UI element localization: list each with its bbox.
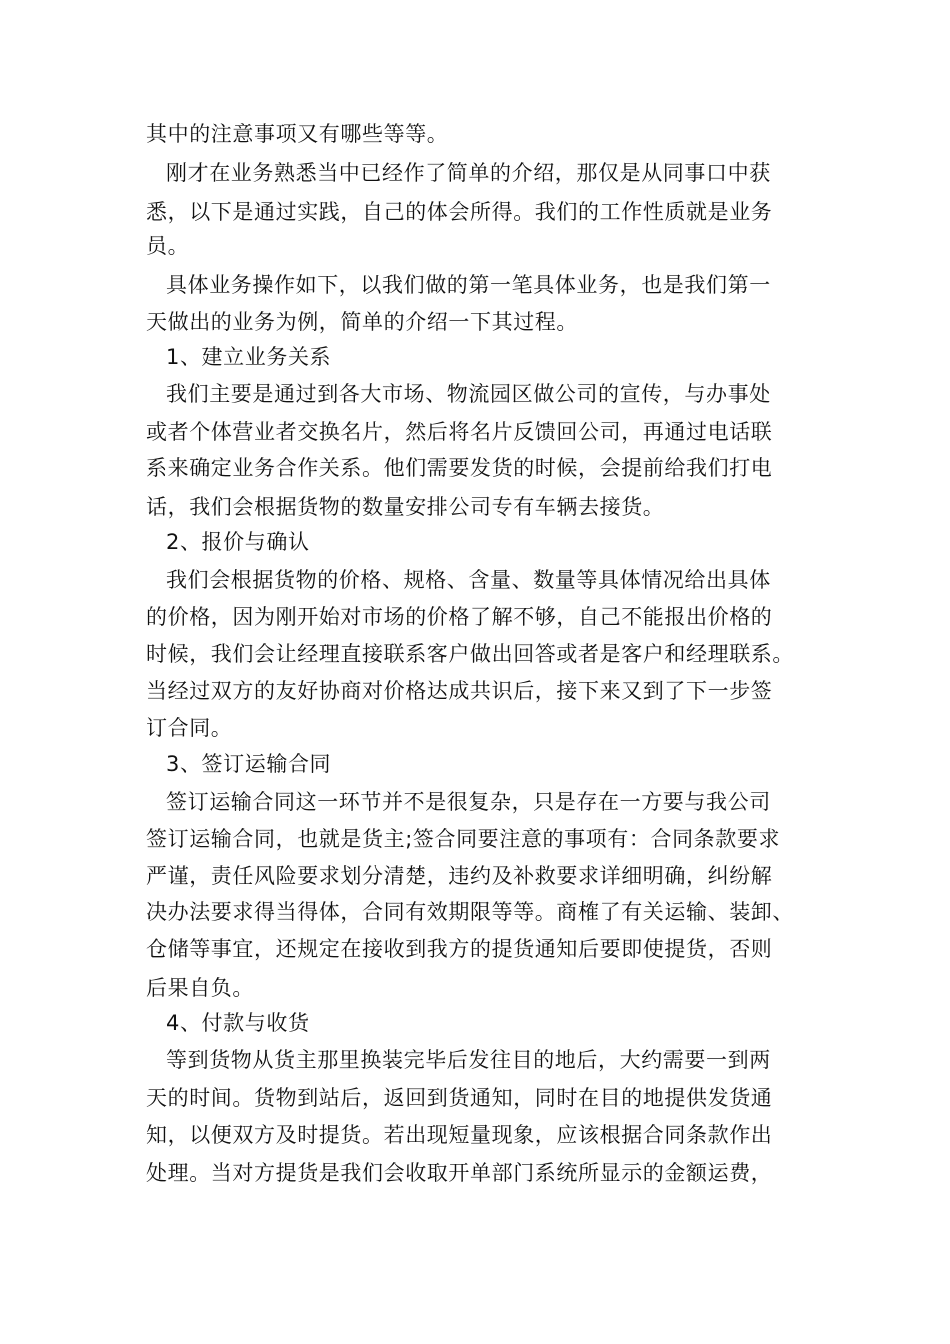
text-line: 严谨，责任风险要求划分清楚，违约及补救要求详细明确，纠纷解	[146, 864, 773, 888]
text-line: 决办法要求得当得体，合同有效期限等等。商榷了有关运输、装卸、	[146, 900, 794, 924]
text-line: 话，我们会根据货物的数量安排公司专有车辆去接货。	[146, 495, 665, 519]
text-line: 我们会根据货物的价格、规格、含量、数量等具体情况给出具体	[166, 568, 771, 592]
text-line: 系来确定业务合作关系。他们需要发货的时候，会提前给我们打电	[146, 456, 773, 480]
text-line: 签订运输合同这一环节并不是很复杂，只是存在一方要与我公司	[166, 790, 771, 814]
text-line: 知，以便双方及时提货。若出现短量现象，应该根据合同条款作出	[146, 1123, 773, 1147]
section-heading: 1、建立业务关系	[166, 345, 332, 369]
text-line: 员。	[146, 234, 190, 258]
text-line: 其中的注意事项又有哪些等等。	[146, 122, 449, 146]
text-line: 后果自负。	[146, 976, 254, 1000]
text-line: 时候，我们会让经理直接联系客户做出回答或者是客户和经理联系。	[146, 642, 794, 666]
section-heading: 3、签订运输合同	[166, 752, 332, 776]
section-heading: 2、报价与确认	[166, 530, 310, 554]
text-line: 具体业务操作如下，以我们做的第一笔具体业务，也是我们第一	[166, 273, 771, 297]
text-line: 天的时间。货物到站后，返回到货通知，同时在目的地提供发货通	[146, 1086, 773, 1110]
text-line: 或者个体营业者交换名片，然后将名片反馈回公司，再通过电话联	[146, 420, 773, 444]
text-line: 等到货物从货主那里换装完毕后发往目的地后，大约需要一到两	[166, 1048, 771, 1072]
text-line: 的价格，因为刚开始对市场的价格了解不够，自己不能报出价格的	[146, 605, 773, 629]
text-line: 签订运输合同，也就是货主;签合同要注意的事项有：合同条款要求	[146, 827, 781, 851]
text-line: 刚才在业务熟悉当中已经作了简单的介绍，那仅是从同事口中获	[166, 161, 771, 185]
text-line: 我们主要是通过到各大市场、物流园区做公司的宣传，与办事处	[166, 382, 771, 406]
text-line: 仓储等事宜，还规定在接收到我方的提货通知后要即使提货，否则	[146, 937, 773, 961]
text-line: 当经过双方的友好协商对价格达成共识后，接下来又到了下一步签	[146, 679, 773, 703]
section-heading: 4、付款与收货	[166, 1011, 310, 1035]
text-line: 悉，以下是通过实践，自己的体会所得。我们的工作性质就是业务	[146, 200, 773, 224]
text-line: 订合同。	[146, 716, 233, 740]
text-line: 天做出的业务为例，简单的介绍一下其过程。	[146, 310, 578, 334]
text-line: 处理。当对方提货是我们会收取开单部门系统所显示的金额运费，	[146, 1161, 773, 1185]
